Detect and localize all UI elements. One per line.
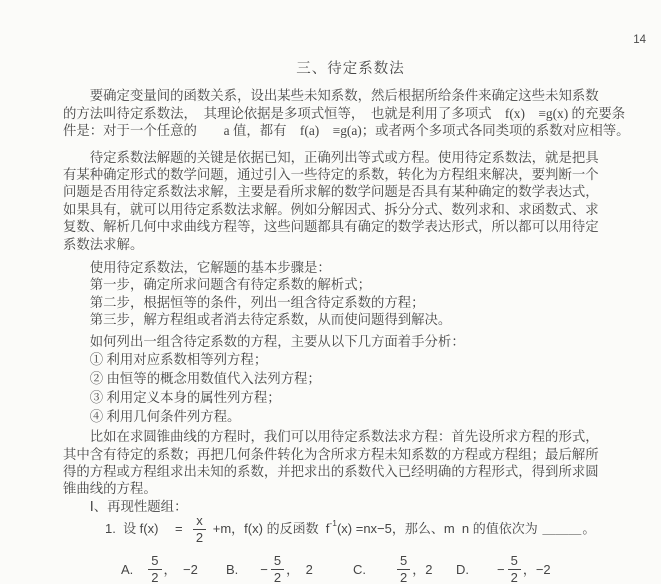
section-heading: Ⅰ、再现性题组： <box>63 498 188 514</box>
option-c <box>353 554 432 584</box>
question-prefix: 1. 设 f(x) = <box>105 521 187 537</box>
page-content <box>63 61 638 584</box>
step-line: 第三步，解方程组或者消去待定系数，从而使问题得到解决。 <box>63 312 452 328</box>
question-period: 。 <box>582 521 596 537</box>
paragraph-line: 待定系数法解题的关键是依据已知，正确列出等式或方程。使用待定系数法，就是把具 <box>63 149 599 165</box>
fraction-denominator: 2 <box>510 569 518 584</box>
option-label: B. <box>226 561 239 577</box>
paragraph-line: 如何列出一组含待定系数的方程，主要从以下几方面着手分析： <box>63 333 465 349</box>
question-mid: +m，f(x) 的反函数 f <box>212 521 330 537</box>
option-second-value: ， 2 <box>286 561 313 577</box>
option-sign: − <box>497 561 505 577</box>
fraction <box>271 554 284 584</box>
paragraph-line: 系数法求解。 <box>63 236 144 252</box>
fraction <box>193 514 206 544</box>
fraction <box>397 554 410 584</box>
paragraph-line: 其中含有待定的系数；再把几何条件转化为含所求方程未知系数的方程或方程组；最后解所 <box>63 446 599 462</box>
fraction-numerator: 5 <box>508 554 521 570</box>
option-sign: − <box>260 561 268 577</box>
fraction <box>508 554 521 584</box>
fraction-numerator: x <box>193 514 206 530</box>
option-d <box>456 554 551 584</box>
fraction-denominator: 2 <box>273 569 282 584</box>
numbered-item: ① 利用对应系数相等列方程； <box>63 352 268 368</box>
question-after: (x) =nx−5，那么、m n 的值依次为 <box>336 521 542 537</box>
numbered-item: ④ 利用几何条件列方程。 <box>63 409 241 425</box>
option-a <box>121 554 198 584</box>
option-label: C. <box>353 561 366 577</box>
fraction-denominator: 2 <box>195 529 204 545</box>
page-title: 三、待定系数法 <box>296 61 405 77</box>
fraction-denominator: 2 <box>400 569 408 584</box>
paragraph-line: 问题是否用待定系数法求解，主要是看所求解的数学问题是否具有某种确定的数学表达式， <box>63 184 599 200</box>
option-second-value: ，2 <box>412 561 433 577</box>
option-b <box>226 554 313 584</box>
paragraph-line: 的方法叫待定系数法， 其理论依据是多项式恒等， 也就是利用了多项式 f(x) ≡g(x) 的充要条 <box>63 105 626 121</box>
fraction-numerator: 5 <box>148 554 161 570</box>
paragraph-line: 有某种确定形式的数学问题，通过引入一些待定的系数，转化为方程组来解决，要判断一个 <box>63 167 599 183</box>
paragraph-line: 要确定变量间的函数关系，设出某些未知系数，然后根据所给条件来确定这些未知系数 <box>63 88 599 104</box>
page-number: 14 <box>633 34 646 46</box>
paragraph-line: 比如在求圆锥曲线的方程时，我们可以用待定系数法求方程：首先设所求方程的形式， <box>63 429 599 445</box>
option-label: A. <box>121 561 134 577</box>
paragraph-line: 如果具有，就可以用待定系数法求解。例如分解因式、拆分分式、数列求和、求函数式、求 <box>63 201 599 217</box>
options-row <box>63 554 638 584</box>
step-line: 第二步，根据恒等的条件，列出一组含待定系数的方程； <box>63 294 425 310</box>
option-label: D. <box>456 561 469 577</box>
option-second-value: ， −2 <box>163 561 198 577</box>
paragraph-line: 件是：对于一个任意的 a 值，都有 f(a) ≡g(a)；或者两个多项式各同类项的系数对应相等。 <box>63 123 630 139</box>
question-1 <box>63 510 638 548</box>
paragraph-line: 复数、解析几何中求曲线方程等，这些问题都具有确定的数学表达形式，所以都可以用待定 <box>63 219 599 235</box>
fraction <box>148 554 161 584</box>
step-line: 第一步，确定所求问题含有待定系数的解析式； <box>63 277 371 293</box>
fraction-denominator: 2 <box>151 569 159 584</box>
paragraph-line: 锥曲线的方程。 <box>63 481 157 497</box>
paragraph-line: 使用待定系数法，它解题的基本步骤是： <box>63 260 331 276</box>
answer-blank: ＿＿＿ <box>542 521 582 537</box>
numbered-item: ② 由恒等的概念用数值代入法列方程； <box>63 371 321 387</box>
paragraph-line: 得的方程或方程组求出未知的系数，并把求出的系数代入已经明确的方程形式，得到所求圆 <box>63 463 599 479</box>
option-second-value: ，−2 <box>522 561 551 577</box>
fraction-numerator: 5 <box>397 554 410 570</box>
inverse-exponent: -1 <box>329 518 337 529</box>
numbered-item: ③ 利用定义本身的属性列方程； <box>63 390 281 406</box>
fraction-numerator: 5 <box>271 554 284 570</box>
